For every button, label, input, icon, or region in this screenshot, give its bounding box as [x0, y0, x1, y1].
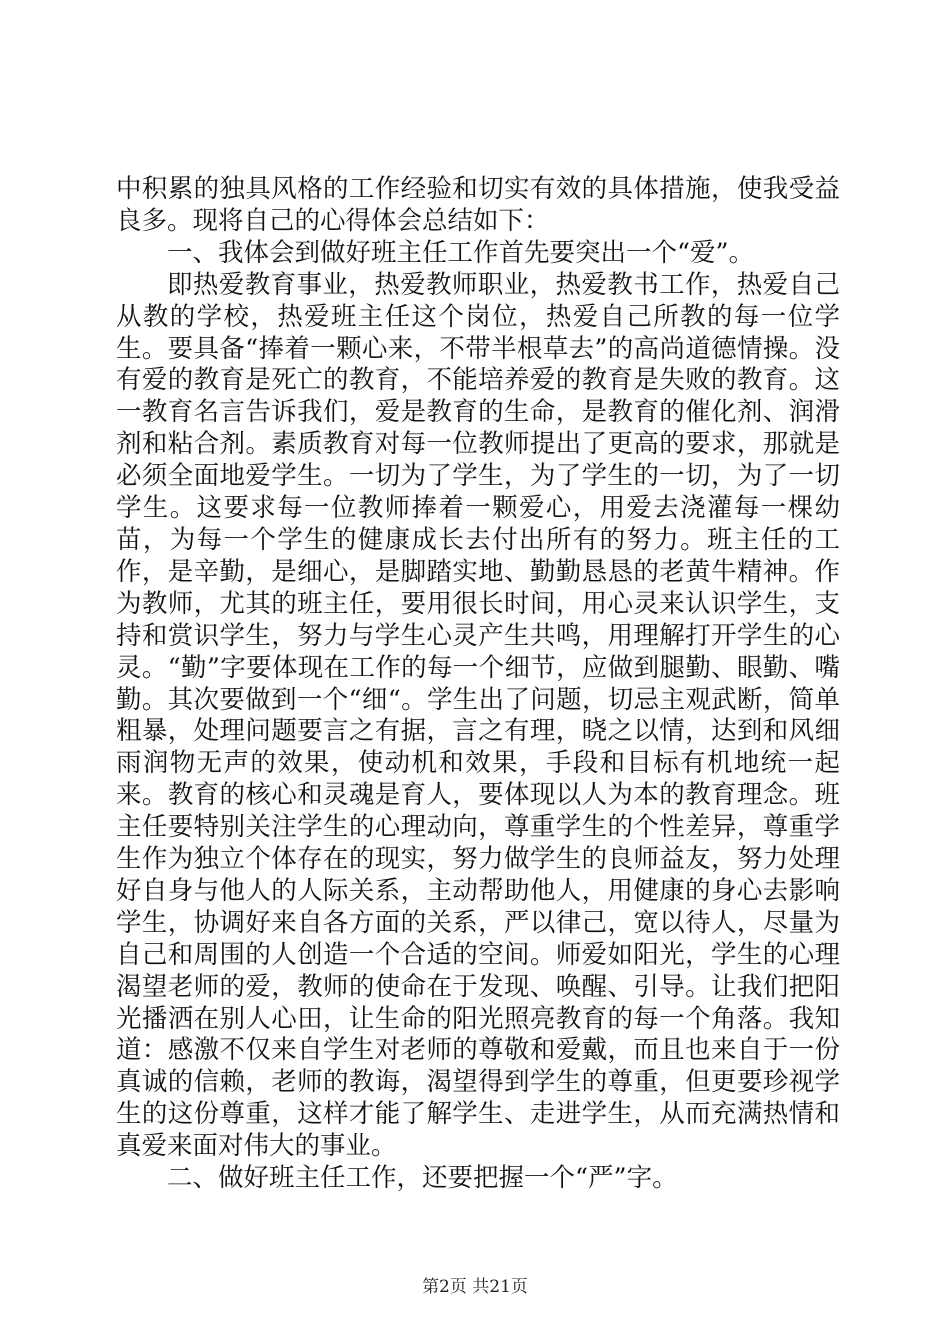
document-body	[116, 174, 840, 1195]
section-heading-love: 一、我体会到做好班主任工作首先要突出一个“爱”。	[167, 237, 755, 268]
paragraph-continuation: 中积累的独具风格的工作经验和切实有效的具体措施，使我受益良多。现将自己的心得体会总结如下：	[116, 174, 840, 236]
paragraph-love-body: 即热爱教育事业，热爱教师职业，热爱教书工作，热爱自己从教的学校，热爱班主任这个岗位，热爱自己所教的每一位学生。要具备“捧着一颗心来，不带半根草去”的高尚道德情操。没有爱的教育是死亡的教育，不能培养爱的教育是失败的教育。这一教育名言告诉我们，爱是教育的生命，是教育的催化剂、润滑剂和粘合剂。素质教育对每一位教师提出了更高的要求，那就是必须全面地爱学生。一切为了学生，为了学生的一切，为了一切学生。这要求每一位教师捧着一颗爱心，用爱去浇灌每一棵幼苗，为每一个学生的健康成长去付出所有的努力。班主任的工作，是辛勤，是细心，是脚踏实地、勤勤恳恳的老黄牛精神。作为教师，尤其的班主任，要用很长时间，用心灵来认识学生，支持和赏识学生，努力与学生心灵产生共鸣，用理解打开学生的心灵。“勤”字要体现在工作的每一个细节，应做到腿勤、眼勤、嘴勤。其次要做到一个“细“。学生出了问题，切忌主观武断，简单粗暴，处理问题要言之有据，言之有理，晓之以情，达到和风细雨润物无声的效果，使动机和效果，手段和目标有机地统一起来。教育的核心和灵魂是育人，要体现以人为本的教育理念。班主任要特别关注学生的心理动向，尊重学生的个性差异，尊重学生作为独立个体存在的现实，努力做学生的良师益友，努力处理好自身与他人的人际关系，主动帮助他人，用健康的身心去影响学生，协调好来自各方面的关系，严以律己，宽以待人，尽量为自己和周围的人创造一个合适的空间。师爱如阳光，学生的心理渴望老师的爱，教师的使命在于发现、唤醒、引导。让我们把阳光播洒在别人心田，让生命的阳光照亮教育的每一个角落。我知道：感激不仅来自学生对老师的尊敬和爱戴，而且也来自于一份真诚的信赖，老师的教诲，渴望得到学生的尊重，但更要珍视学生的这份尊重，这样才能了解学生、走进学生，从而充满热情和真爱来面对伟大的事业。	[116, 269, 840, 1162]
section-heading-strict: 二、做好班主任工作，还要把握一个“严”字。	[167, 1163, 678, 1194]
page-number-footer: 第2页 共21页	[422, 1277, 528, 1297]
